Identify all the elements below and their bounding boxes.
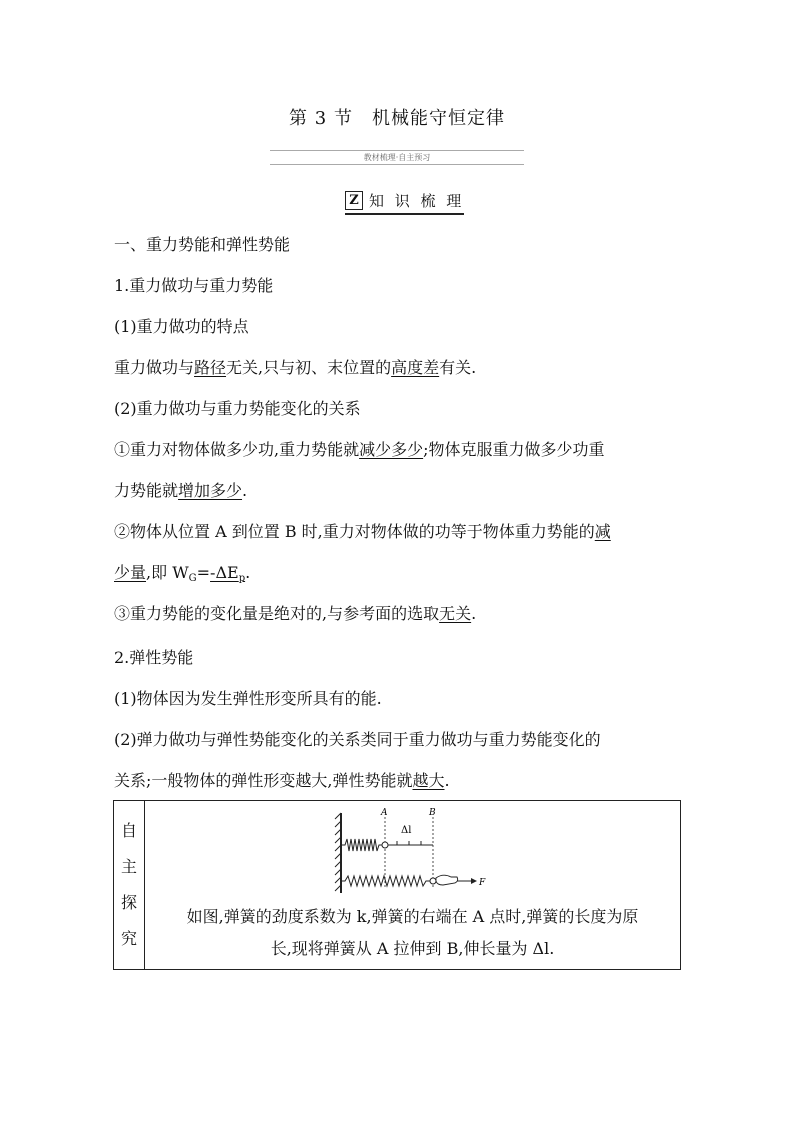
heading-1-1: 1.重力做功与重力势能: [114, 276, 274, 295]
answer-blank: 越大: [412, 771, 445, 790]
label-b: B: [428, 808, 436, 818]
spring-diagram: [333, 805, 493, 897]
para-6: ②物体从位置 A 到位置 B 时,重力对物体做的功等于物体重力势能的减: [114, 522, 611, 541]
heading-1-2: 2.弹性势能: [114, 648, 194, 667]
para-7: 少量,即 $W_G=-\Delta E_p$.: [114, 563, 251, 584]
label-dl: Δl: [400, 825, 411, 836]
para-8: ③重力势能的变化量是绝对的,与参考面的选取无关.: [114, 604, 477, 623]
answer-blank: 高度差: [391, 358, 440, 377]
para-10: (2)弹力做功与弹性势能变化的关系类同于重力做功与重力势能变化的: [114, 730, 601, 749]
box-text-2: 长,现将弹簧从 A 拉伸到 B,伸长量为 Δl.: [270, 939, 555, 958]
self-study-box: [113, 800, 681, 970]
para-2: 重力做功与路径无关,只与初、末位置的高度差有关.: [114, 358, 477, 377]
para-9: (1)物体因为发生弹性形变所具有的能.: [114, 689, 382, 708]
section-label: 知 识 梳 理: [369, 192, 465, 210]
para-4: ①重力对物体做多少功,重力势能就减少多少;物体克服重力做多少功重: [114, 440, 605, 459]
page-title: 第 3 节 机械能守恒定律: [289, 108, 505, 129]
box-content: [145, 801, 681, 970]
para-11: 关系;一般物体的弹性形变越大,弹性势能就越大.: [114, 771, 450, 790]
para-1: (1)重力做功的特点: [114, 317, 249, 336]
box-side-label: 自 主 探 究: [114, 801, 145, 970]
section-heading: [345, 190, 464, 215]
answer-blank: 减: [594, 522, 611, 541]
label-f: F: [478, 878, 485, 888]
answer-blank: 增加多少: [178, 481, 243, 500]
para-5: 力势能就增加多少.: [114, 481, 248, 500]
para-3: (2)重力做功与重力势能变化的关系: [114, 399, 361, 418]
answer-blank: $-\Delta E_p$: [210, 563, 246, 584]
label-a: A: [380, 808, 387, 818]
heading-1: 一、重力势能和弹性势能: [114, 235, 291, 254]
answer-blank: 无关: [439, 604, 472, 623]
answer-blank: 少量: [114, 563, 147, 582]
z-icon: Z: [345, 191, 363, 210]
box-text-1: 如图,弹簧的劲度系数为 k,弹簧的右端在 A 点时,弹簧的长度为原: [186, 907, 639, 926]
subheader: 教材梳理·自主预习: [270, 150, 524, 165]
answer-blank: 路径: [194, 358, 227, 377]
answer-blank: 减少多少: [359, 440, 424, 459]
